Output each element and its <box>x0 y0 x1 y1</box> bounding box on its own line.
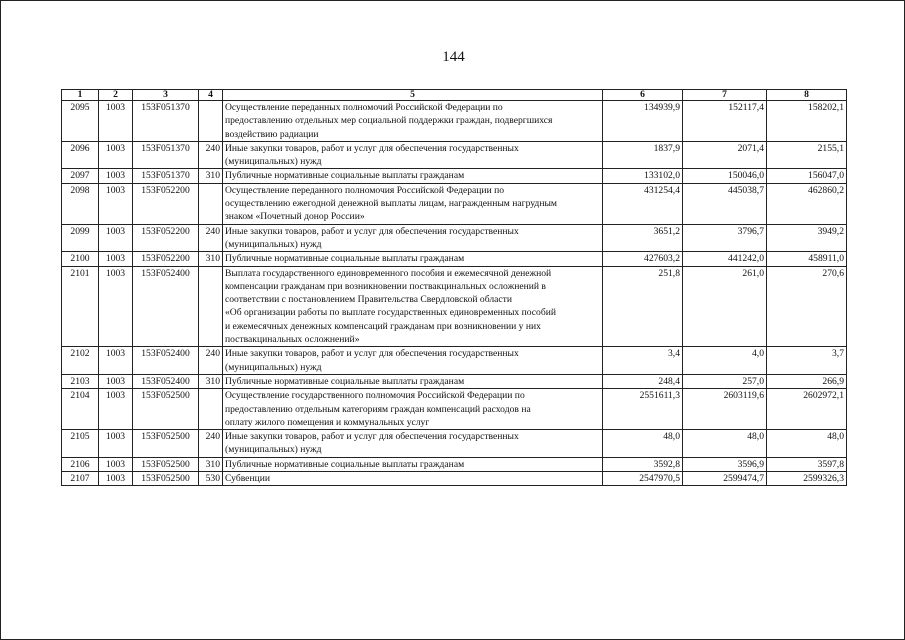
table-row <box>62 224 847 252</box>
target-article-code: 153F052200 <box>133 252 199 266</box>
target-article-code: 153F052400 <box>133 347 199 375</box>
amount-col-7: 3596,9 <box>683 457 767 471</box>
item-name <box>223 472 603 486</box>
item-name-line: Субвенции <box>225 473 270 485</box>
target-article-code: 153F052200 <box>133 224 199 252</box>
row-number: 2107 <box>62 472 99 486</box>
amount-col-6: 2551611,3 <box>603 389 683 430</box>
item-name <box>223 252 603 266</box>
table-row <box>62 266 847 347</box>
item-name-line: знаком «Почетный донор России» <box>225 211 365 223</box>
item-name <box>223 266 603 347</box>
section-code: 1003 <box>99 266 133 347</box>
row-number: 2095 <box>62 101 99 142</box>
item-name <box>223 457 603 471</box>
amount-col-7: 2599474,7 <box>683 472 767 486</box>
row-number: 2101 <box>62 266 99 347</box>
item-name-line: Осуществление государственного полномочия Российской Федерации по <box>225 390 525 402</box>
page-number: 144 <box>442 49 465 65</box>
item-name <box>223 347 603 375</box>
amount-col-8: 3597,8 <box>767 457 847 471</box>
item-name-line: Публичные нормативные социальные выплаты гражданам <box>225 253 465 265</box>
item-name-line: Публичные нормативные социальные выплаты гражданам <box>225 170 465 182</box>
row-number: 2103 <box>62 374 99 388</box>
row-number: 2096 <box>62 141 99 169</box>
item-name-line: (муниципальных) нужд <box>225 361 322 373</box>
amount-col-8: 48,0 <box>767 430 847 458</box>
amount-col-6: 431254,4 <box>603 183 683 224</box>
table-row <box>62 141 847 169</box>
amount-col-6: 1837,9 <box>603 141 683 169</box>
amount-col-8: 266,9 <box>767 374 847 388</box>
amount-col-6: 48,0 <box>603 430 683 458</box>
section-code: 1003 <box>99 141 133 169</box>
section-code: 1003 <box>99 374 133 388</box>
item-name-line: «Об организации работы по выплате государственных единовременных пособий <box>225 307 556 319</box>
target-article-code: 153F052500 <box>133 472 199 486</box>
expense-type-code: 530 <box>199 472 223 486</box>
expense-type-code <box>199 101 223 142</box>
row-number: 2100 <box>62 252 99 266</box>
item-name-line: Иные закупки товаров, работ и услуг для обеспечения государственных <box>225 431 519 443</box>
expense-type-code: 240 <box>199 430 223 458</box>
item-name-line: соответствии с постановлением Правительства Свердловской области <box>225 294 512 306</box>
target-article-code: 153F051370 <box>133 169 199 183</box>
column-header: 1 <box>62 90 99 101</box>
column-header: 3 <box>133 90 199 101</box>
table-row <box>62 457 847 471</box>
expense-type-code: 310 <box>199 169 223 183</box>
item-name-line: Осуществление переданного полномочия Российской Федерации по <box>225 184 505 196</box>
amount-col-7: 2071,4 <box>683 141 767 169</box>
amount-col-7: 441242,0 <box>683 252 767 266</box>
expense-type-code: 240 <box>199 224 223 252</box>
item-name <box>223 141 603 169</box>
item-name-line: (муниципальных) нужд <box>225 238 322 250</box>
expense-type-code <box>199 389 223 430</box>
column-header: 5 <box>223 90 603 101</box>
item-name-line: осуществлению ежегодной денежной выплаты лицам, награжденным нагрудным <box>225 198 557 210</box>
item-name-line: Осуществление переданных полномочий Российской Федерации по <box>225 102 503 113</box>
row-number: 2106 <box>62 457 99 471</box>
amount-col-8: 462860,2 <box>767 183 847 224</box>
row-number: 2104 <box>62 389 99 430</box>
target-article-code: 153F052400 <box>133 266 199 347</box>
section-code: 1003 <box>99 224 133 252</box>
item-name-line: Иные закупки товаров, работ и услуг для обеспечения государственных <box>225 225 519 237</box>
item-name <box>223 101 603 142</box>
item-name-line: воздействию радиации <box>225 128 319 140</box>
item-name <box>223 183 603 224</box>
expense-type-code: 310 <box>199 374 223 388</box>
table-row <box>62 430 847 458</box>
target-article-code: 153F052500 <box>133 430 199 458</box>
expense-type-code <box>199 266 223 347</box>
table-row <box>62 472 847 486</box>
section-code: 1003 <box>99 183 133 224</box>
section-code: 1003 <box>99 347 133 375</box>
section-code: 1003 <box>99 430 133 458</box>
target-article-code: 153F052200 <box>133 183 199 224</box>
item-name-line: Публичные нормативные социальные выплаты гражданам <box>225 458 465 470</box>
row-number: 2105 <box>62 430 99 458</box>
table-row <box>62 347 847 375</box>
item-name-line: (муниципальных) нужд <box>225 444 322 456</box>
amount-col-8: 3949,2 <box>767 224 847 252</box>
expense-type-code <box>199 183 223 224</box>
amount-col-6: 3592,8 <box>603 457 683 471</box>
amount-col-8: 2155,1 <box>767 141 847 169</box>
section-code: 1003 <box>99 457 133 471</box>
expense-type-code: 240 <box>199 347 223 375</box>
table-row <box>62 389 847 430</box>
amount-col-8: 270,6 <box>767 266 847 347</box>
item-name-line: предоставлению отдельным категориям граждан компенсаций расходов на <box>225 403 531 415</box>
amount-col-6: 427603,2 <box>603 252 683 266</box>
item-name <box>223 389 603 430</box>
item-name-line: Публичные нормативные социальные выплаты гражданам <box>225 375 465 387</box>
section-code: 1003 <box>99 101 133 142</box>
row-number: 2098 <box>62 183 99 224</box>
table-row <box>62 101 847 142</box>
amount-col-6: 2547970,5 <box>603 472 683 486</box>
section-code: 1003 <box>99 252 133 266</box>
amount-col-7: 2603119,6 <box>683 389 767 430</box>
table-row <box>62 169 847 183</box>
row-number: 2102 <box>62 347 99 375</box>
section-code: 1003 <box>99 169 133 183</box>
expense-type-code: 310 <box>199 252 223 266</box>
amount-col-8: 158202,1 <box>767 101 847 142</box>
amount-col-7: 257,0 <box>683 374 767 388</box>
table-row <box>62 374 847 388</box>
column-header: 2 <box>99 90 133 101</box>
target-article-code: 153F051370 <box>133 101 199 142</box>
amount-col-6: 248,4 <box>603 374 683 388</box>
amount-col-7: 152117,4 <box>683 101 767 142</box>
section-code: 1003 <box>99 472 133 486</box>
amount-col-8: 3,7 <box>767 347 847 375</box>
amount-col-8: 458911,0 <box>767 252 847 266</box>
table-row <box>62 183 847 224</box>
amount-col-6: 3,4 <box>603 347 683 375</box>
amount-col-7: 150046,0 <box>683 169 767 183</box>
item-name-line: Иные закупки товаров, работ и услуг для обеспечения государственных <box>225 348 519 360</box>
item-name-line: оплату жилого помещения и коммунальных услуг <box>225 416 430 428</box>
expense-type-code: 240 <box>199 141 223 169</box>
amount-col-8: 2599326,3 <box>767 472 847 486</box>
amount-col-6: 251,8 <box>603 266 683 347</box>
column-header: 4 <box>199 90 223 101</box>
item-name-line: Выплата государственного единовременного пособия и ежемесячной денежной <box>225 267 552 279</box>
amount-col-6: 133102,0 <box>603 169 683 183</box>
item-name-line: и ежемесячных денежных компенсаций гражданам при возникновении у них <box>225 320 541 332</box>
amount-col-8: 2602972,1 <box>767 389 847 430</box>
target-article-code: 153F052500 <box>133 389 199 430</box>
amount-col-7: 445038,7 <box>683 183 767 224</box>
table-body <box>62 101 847 486</box>
amount-col-7: 261,0 <box>683 266 767 347</box>
item-name <box>223 430 603 458</box>
item-name-line: Иные закупки товаров, работ и услуг для обеспечения государственных <box>225 142 519 154</box>
target-article-code: 153F052500 <box>133 457 199 471</box>
target-article-code: 153F052400 <box>133 374 199 388</box>
amount-col-7: 48,0 <box>683 430 767 458</box>
budget-table <box>61 89 847 486</box>
amount-col-7: 4,0 <box>683 347 767 375</box>
item-name <box>223 374 603 388</box>
item-name-line: компенсации гражданам при возникновении поствакцинальных осложнений в <box>225 280 546 292</box>
row-number: 2099 <box>62 224 99 252</box>
amount-col-6: 3651,2 <box>603 224 683 252</box>
column-header: 6 <box>603 90 683 101</box>
row-number: 2097 <box>62 169 99 183</box>
target-article-code: 153F051370 <box>133 141 199 169</box>
amount-col-6: 134939,9 <box>603 101 683 142</box>
table-row <box>62 252 847 266</box>
section-code: 1003 <box>99 389 133 430</box>
item-name <box>223 224 603 252</box>
item-name <box>223 169 603 183</box>
item-name-line: поствакцинальных осложнений» <box>225 334 360 346</box>
item-name-line: предоставлению отдельных мер социальной поддержки граждан, подвергшихся <box>225 115 553 127</box>
column-header: 7 <box>683 90 767 101</box>
expense-type-code: 310 <box>199 457 223 471</box>
table-header-row <box>62 90 847 101</box>
amount-col-8: 156047,0 <box>767 169 847 183</box>
item-name-line: (муниципальных) нужд <box>225 156 322 168</box>
amount-col-7: 3796,7 <box>683 224 767 252</box>
column-header: 8 <box>767 90 847 101</box>
